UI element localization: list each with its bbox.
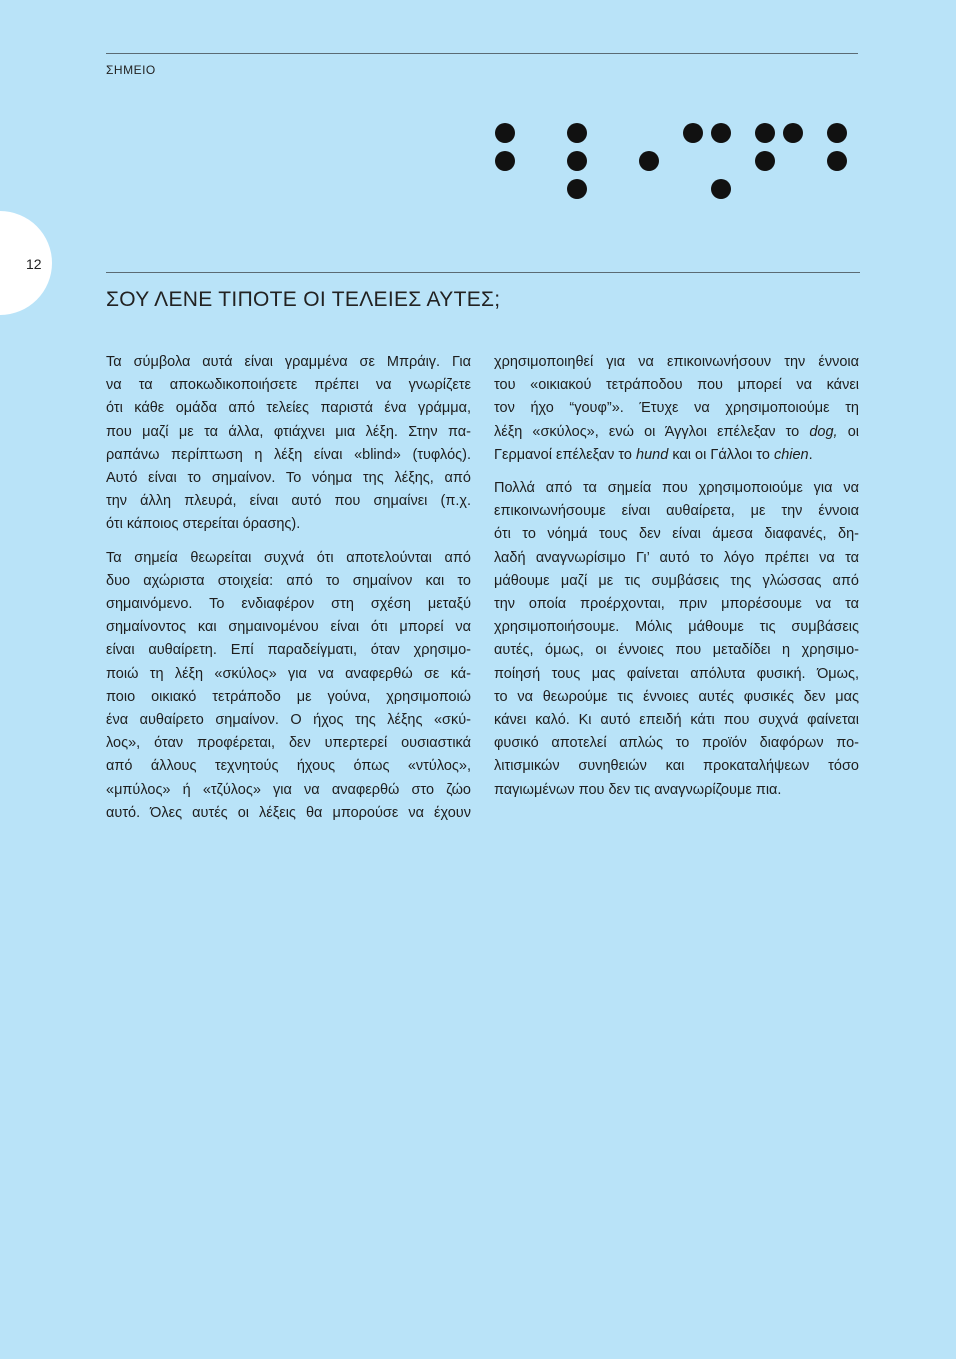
text-line: επικοινωνήσουμε είναι αυθαίρετα, με την έννοια: [494, 503, 859, 520]
braille-cell-b: [495, 123, 515, 171]
braille-dot: [567, 123, 587, 143]
braille-cell-l: [567, 123, 587, 199]
text-line: την άλλη πλευρά, είναι αυτό που σημαίνει (π.χ.: [106, 493, 471, 510]
text-segment: οι: [837, 423, 859, 440]
text-line: δυο αχώριστα στοιχεία: από το σημαίνον και το: [106, 572, 471, 589]
braille-cell-i: [639, 123, 703, 171]
foreign-word-hund: hund: [636, 446, 669, 463]
text-line: χρησιμοποιήσουμε. Μόλις μάθουμε τις συμβάσεις: [494, 619, 859, 636]
text-line: μάθουμε μαζί με τις συμβάσεις της γλώσσας από: [494, 572, 859, 589]
page-number: 12: [26, 256, 42, 272]
text-line: Τα σύμβολα αυτά είναι γραμμένα σε Μπράιγ. Για: [106, 354, 471, 370]
braille-dot: [711, 123, 731, 143]
text-line: που μαζί με τα άλλα, φτιάχνει μια λέξη. Στην πα-: [106, 423, 471, 440]
text-line: ραπάνω περίπτωση η λέξη είναι «blind» (τυφλός).: [106, 446, 471, 463]
braille-dot: [639, 151, 659, 171]
text-segment: και οι Γάλλοι το: [668, 446, 774, 463]
text-line: ποίησή τους μας φαίνεται απόλυτα φυσική. Όμως,: [494, 665, 859, 682]
text-segment: λέξη «σκύλος», ενώ οι Άγγλοι επέλεξαν το: [494, 423, 810, 440]
text-line: ποιο οικιακό τετράποδο με γούνα, χρησιμοποιώ: [106, 688, 471, 705]
text-line: [494, 421, 859, 444]
braille-dot: [755, 123, 775, 143]
left-column: [106, 351, 471, 835]
foreign-word-chien: chien: [773, 446, 809, 463]
text-line: κάνει καλό. Κι αυτό επειδή κάτι που συχνά φαίνεται: [494, 712, 859, 729]
paragraph-4: [494, 477, 859, 802]
text-line: ένα αυθαίρετο σημαίνον. Ο ήχος της λέξης «σκύ-: [106, 712, 471, 729]
running-head: ΣΗΜΕΙΟ: [106, 63, 156, 77]
text-segment: .: [808, 446, 813, 463]
text-line: σημαίνοντος και σημαινομένου είναι ότι μπορεί να: [106, 619, 471, 636]
page-title: ΣΟΥ ΛΕΝΕ ΤΙΠΟΤΕ ΟΙ ΤΕΛΕΙΕΣ ΑΥΤΕΣ;: [106, 288, 501, 311]
text-line: φυσικό αποτελεί απλώς το προϊόν διαφόρων πο-: [494, 735, 859, 752]
text-line: να τα αποκωδικοποιήσετε πρέπει να γνωρίζετε: [106, 377, 471, 394]
right-column: [494, 351, 859, 812]
header-rule: [106, 53, 858, 54]
braille-dot: [683, 123, 703, 143]
text-line: από άλλους τεχνητούς ήχους όπως «ντύλος»,: [106, 758, 471, 775]
text-line: Αυτό είναι το σημαίνον. Το νόημα της λέξης, από: [106, 470, 471, 487]
paragraph-2: [106, 547, 471, 825]
text-line: σημαινόμενο. Το ενδιαφέρον στη σχέση μεταξύ: [106, 596, 471, 613]
text-line: ότι κάθε ομάδα από τελείες παριστά ένα γράμμα,: [106, 400, 471, 417]
text-line: τον ήχο “γουφ”». Έτυχε να χρησιμοποιούμε τη: [494, 400, 859, 417]
braille-dot: [783, 123, 803, 143]
braille-dot: [827, 123, 847, 143]
text-line: ότι κάποιος στερείται όρασης).: [106, 516, 301, 533]
text-line: την οποία προέρχονται, πριν μπορέσουμε να τα: [494, 596, 859, 613]
text-line: το να θεωρούμε τις έννοιες αυτές φυσικές δεν μας: [494, 688, 859, 705]
paragraph-3: [494, 351, 859, 467]
text-line: «μπύλος» ή «τζύλος» για να αναφερθώ στο ζώο: [106, 781, 471, 798]
text-line: του «οικιακού τετράποδου που μπορεί να κάνει: [494, 377, 859, 394]
text-line: είναι αυθαίρετη. Επί παραδείγματι, όταν χρησιμο-: [106, 642, 471, 659]
paragraph-1: [106, 351, 471, 537]
text-line: Τα σημεία θεωρείται συχνά ότι αποτελούνται από: [106, 549, 471, 566]
braille-dot: [567, 151, 587, 171]
text-line: παγιωμένων που δεν τις αναγνωρίζουμε πια.: [494, 781, 782, 798]
braille-dot: [567, 179, 587, 199]
braille-cell-n: [711, 123, 775, 199]
braille-dot: [495, 123, 515, 143]
text-line: [494, 444, 859, 467]
braille-dot: [827, 151, 847, 171]
text-line: αυτό. Όλες αυτές οι λέξεις θα μπορούσε να έχουν: [106, 804, 471, 821]
text-line: λιτισμικών συνηθειών και προκαταλήψεων τόσο: [494, 758, 859, 775]
text-line: χρησιμοποιηθεί για να επικοινωνήσουν την έννοια: [494, 354, 859, 370]
text-line: Πολλά από τα σημεία που χρησιμοποιούμε για να: [494, 480, 859, 497]
braille-cell-d: [783, 123, 847, 171]
text-line: λος», όταν προφέρεται, δεν υπερτερεί ουσιαστικά: [106, 735, 471, 752]
text-segment: Γερμανοί επέλεξαν το: [494, 446, 637, 463]
text-line: αυτές, όμως, οι έννοιες που μεταδίδει η χρησιμο-: [494, 642, 859, 659]
title-rule: [106, 272, 860, 273]
braille-dot: [711, 179, 731, 199]
braille-word: [0, 0, 956, 300]
text-line: λαδή αναγνωρίσιμο Γι’ αυτό το λόγο πρέπει να τα: [494, 549, 859, 566]
text-line: ότι το νόημά τους δεν είναι άμεσα διαφανές, δη-: [494, 526, 859, 543]
text-line: ποιώ τη λέξη «σκύλος» για να αναφερθώ σε κά-: [106, 665, 471, 682]
braille-dot: [495, 151, 515, 171]
foreign-word-dog: dog,: [809, 423, 838, 440]
braille-dot: [755, 151, 775, 171]
